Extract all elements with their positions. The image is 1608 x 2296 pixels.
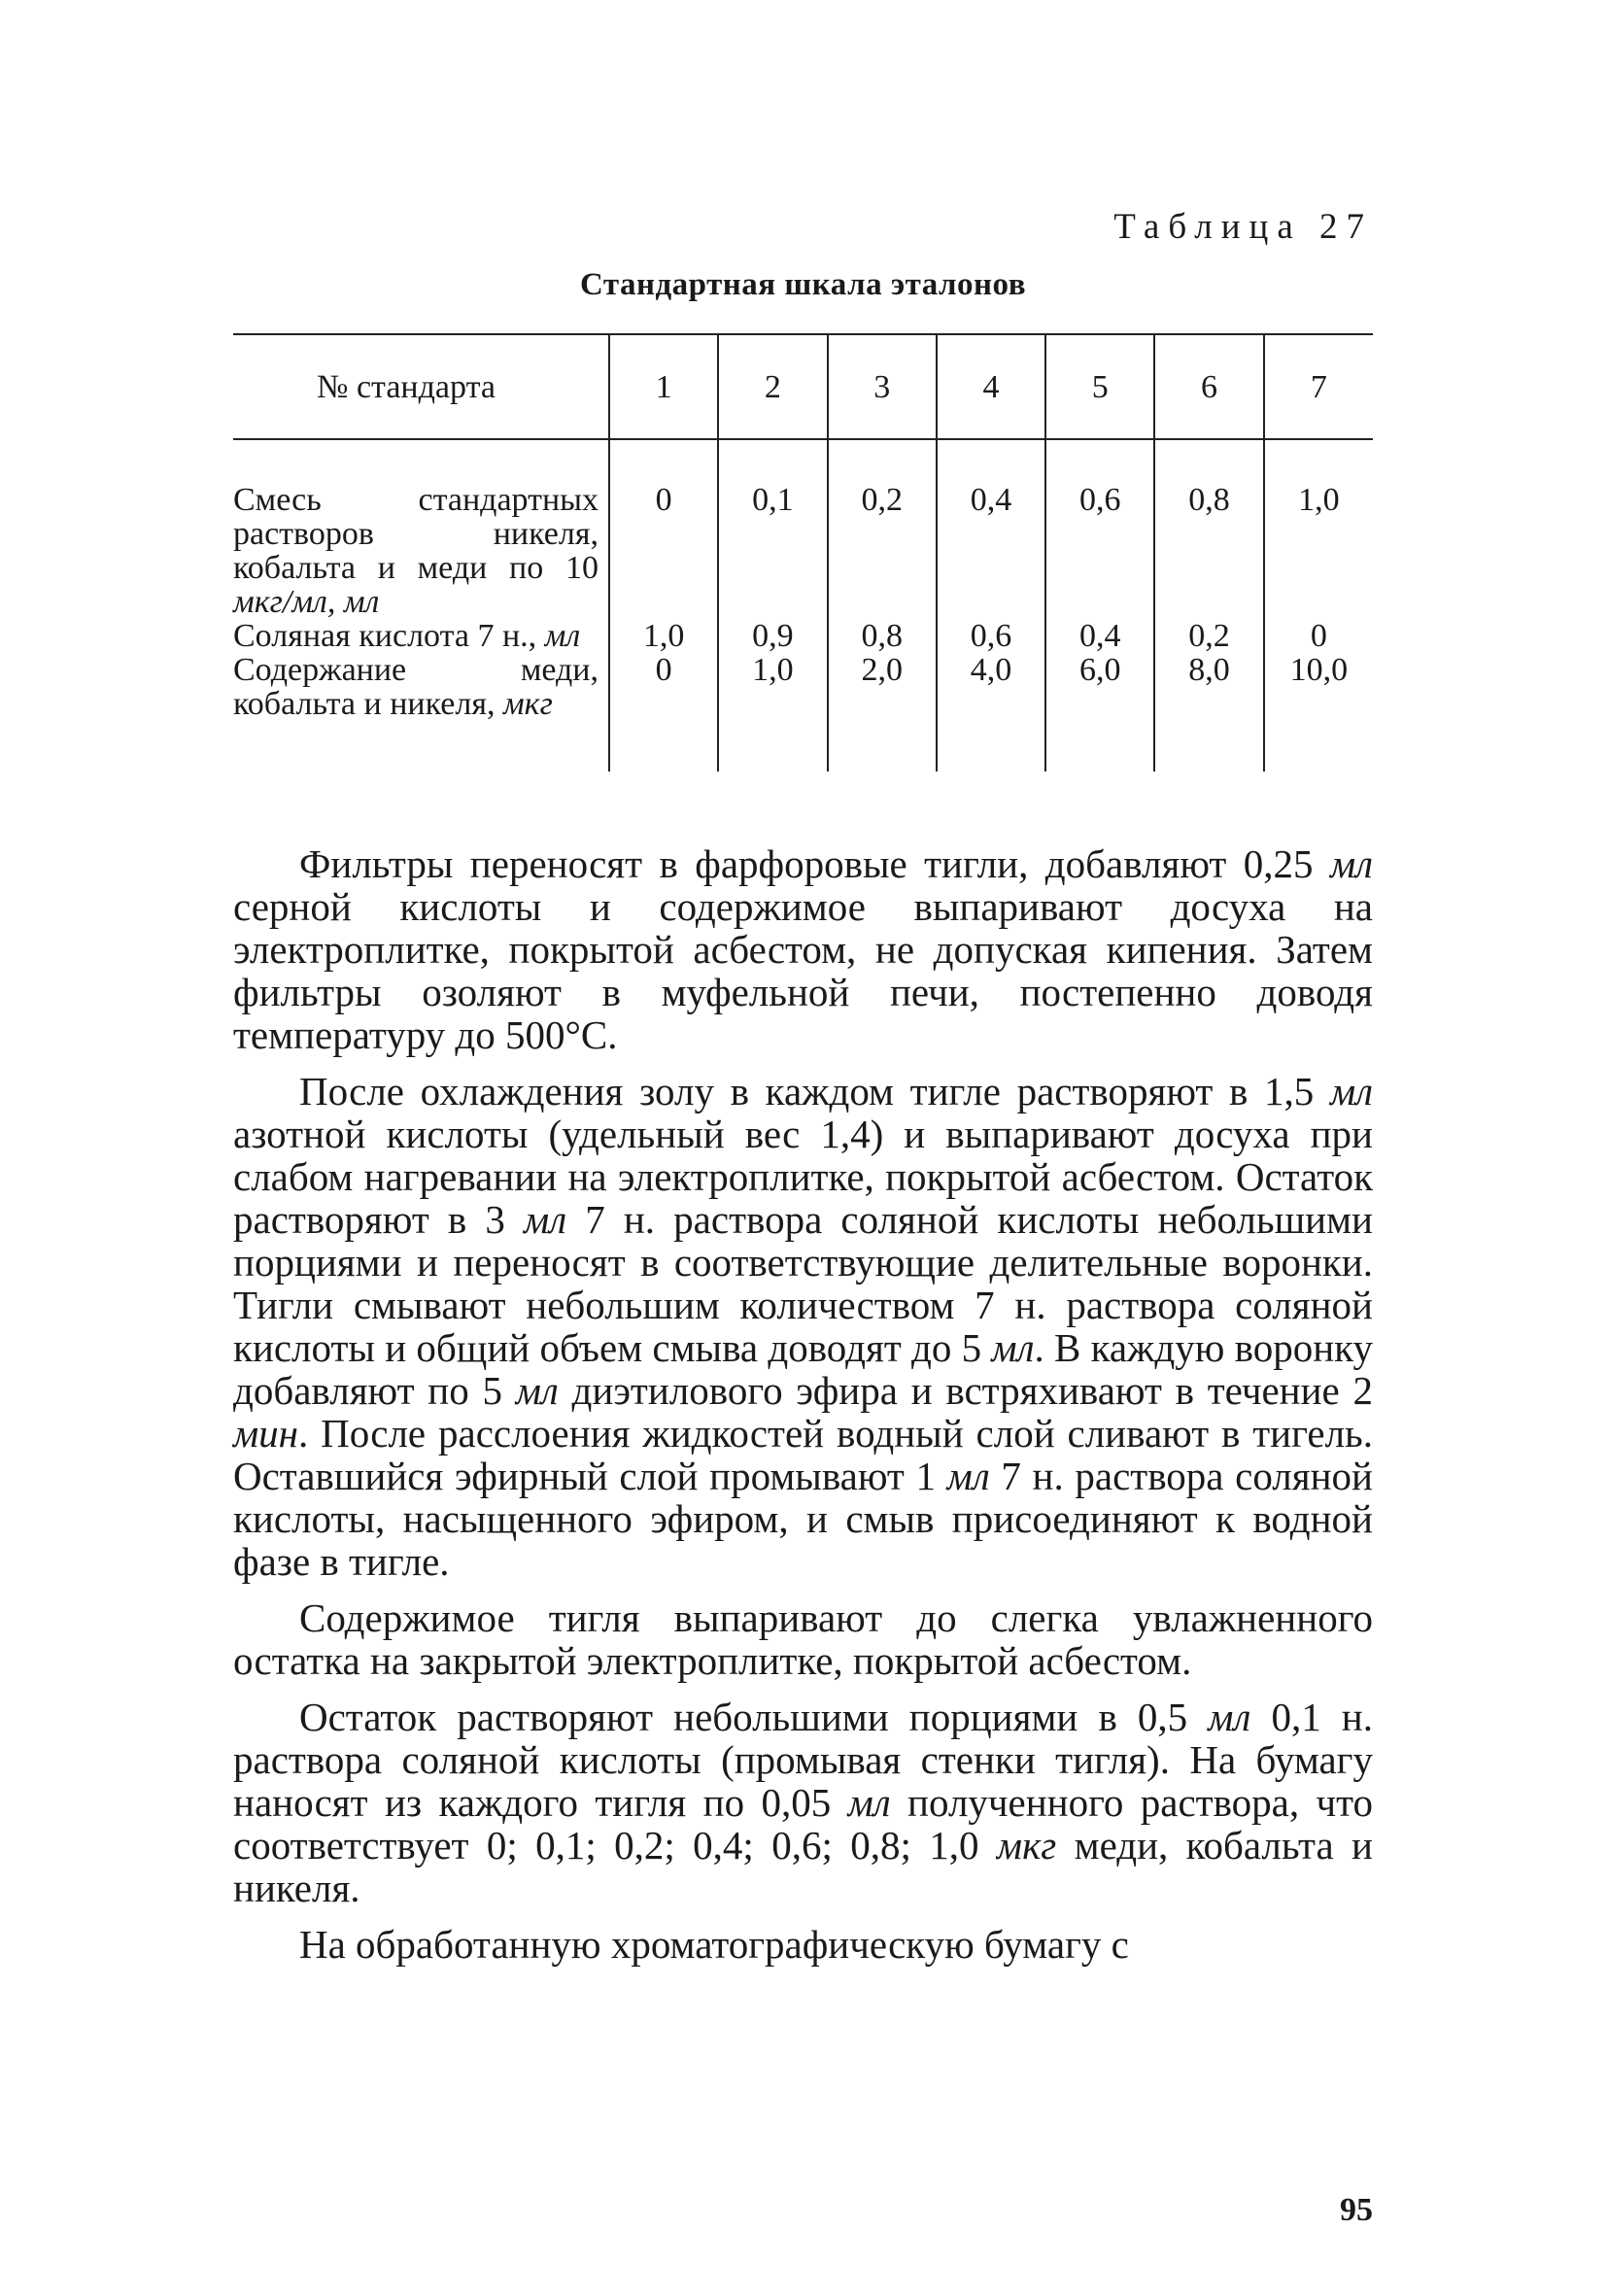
body-text <box>233 842 1373 1979</box>
table-cell: 8,0 <box>1154 653 1263 771</box>
table-cell: 0,4 <box>1045 619 1154 653</box>
text-run: 7 н. раствора соляной кислоты, насыщенного эфиром, и смыв присоединяют к водной фазе в тигле. <box>233 1454 1373 1584</box>
text-run: Фильтры переносят в фарфоровые тигли, добавляют 0,25 <box>299 841 1330 886</box>
text-run: Содержимое тигля выпаривают до слегка увлажненного остатка на закрытой электроплитке, покрытой асбестом. <box>233 1595 1373 1683</box>
paragraph-4 <box>233 1696 1373 1909</box>
unit-run: мин <box>233 1411 299 1456</box>
unit-run: мл <box>524 1197 567 1242</box>
text-run: . После расслоения жидкостей водный слой сливают в тигель. Оставшийся эфирный слой промывают 1 <box>233 1411 1373 1498</box>
header-col-2: 2 <box>718 334 827 439</box>
unit-run: мл <box>1329 1069 1373 1114</box>
unit-run: мл <box>847 1780 891 1825</box>
standards-table <box>233 333 1373 771</box>
table-cell: 0,6 <box>937 619 1045 653</box>
header-col-4: 4 <box>937 334 1045 439</box>
table-cell: 0 <box>609 653 718 771</box>
row-label-unit: мкг/мл, мл <box>233 584 380 620</box>
text-run: полученного раствора, что соответствует 0; 0,1; 0,2; 0,4; 0,6; 0,8; 1,0 <box>233 1780 1374 1868</box>
table-cell: 0,6 <box>1045 439 1154 619</box>
table-cell: 0,1 <box>718 439 827 619</box>
row-label <box>233 653 609 771</box>
table-row <box>233 653 1373 771</box>
table-cell: 1,0 <box>1264 439 1373 619</box>
text-run: серной кислоты и содержимое выпаривают досуха на электроплитке, покрытой асбестом, не допуская кипения. Затем фильтры озоляют в муфельной печи, постепенно доводя температуру до 500°С. <box>233 884 1373 1057</box>
page-number: 95 <box>1340 2192 1373 2228</box>
header-col-6: 6 <box>1154 334 1263 439</box>
table-cell: 0,2 <box>828 439 937 619</box>
table-cell: 1,0 <box>609 619 718 653</box>
table-cell: 0,4 <box>937 439 1045 619</box>
text-run: . В каждую воронку добавляют по 5 <box>233 1325 1373 1413</box>
row-label-text: Содержание меди, кобальта и никеля, <box>233 652 599 722</box>
text-run: Остаток растворяют небольшими порциями в 0,5 <box>299 1695 1209 1739</box>
table-cell: 0 <box>1264 619 1373 653</box>
paragraph-2 <box>233 1070 1373 1583</box>
table-number-label: Таблица 27 <box>1113 207 1373 247</box>
unit-run: мл <box>1329 841 1373 886</box>
row-label <box>233 619 609 653</box>
table-cell: 0,2 <box>1154 619 1263 653</box>
header-col-1: 1 <box>609 334 718 439</box>
row-label-text: Смесь стандартных растворов никеля, кобальта и меди по 10 <box>233 482 599 586</box>
row-label-unit: мкг <box>502 686 553 722</box>
table-header-row <box>233 334 1373 439</box>
table-cell: 0,9 <box>718 619 827 653</box>
unit-run: мкг <box>996 1823 1057 1868</box>
text-run: 7 н. раствора соляной кислоты небольшими порциями и переносят в соответствующие делительные воронки. Тигли смывают небольшим количеством 7 н. раствора соляной кислоты и общий объем смыва доводят до 5 <box>233 1197 1373 1370</box>
text-run: После охлаждения золу в каждом тигле растворяют в 1,5 <box>299 1069 1330 1114</box>
unit-run: мл <box>991 1325 1035 1370</box>
unit-run: мл <box>1208 1695 1251 1739</box>
text-run: меди, кобальта и никеля. <box>233 1823 1373 1910</box>
text-run: На обработанную хроматографическую бумагу с <box>299 1922 1129 1967</box>
table-cell: 0 <box>609 439 718 619</box>
table-cell: 4,0 <box>937 653 1045 771</box>
text-run: диэтилового эфира и встряхивают в течение 2 <box>558 1368 1373 1413</box>
paragraph-1 <box>233 842 1373 1056</box>
row-label-unit: мл <box>544 618 581 654</box>
table-cell: 10,0 <box>1264 653 1373 771</box>
header-col-3: 3 <box>828 334 937 439</box>
row-label <box>233 439 609 619</box>
paragraph-5 <box>233 1923 1373 1966</box>
table-cell: 0,8 <box>828 619 937 653</box>
unit-run: мл <box>515 1368 559 1413</box>
table-cell: 0,8 <box>1154 439 1263 619</box>
table-caption: Стандартная шкала эталонов <box>579 267 1027 302</box>
header-col-5: 5 <box>1045 334 1154 439</box>
header-standard-number: № стандарта <box>317 368 496 405</box>
text-run: 0,1 н. раствора соляной кислоты (промывая стенки тигля). На бумагу наносят из каждого тигля по 0,05 <box>233 1695 1373 1825</box>
table-cell: 2,0 <box>828 653 937 771</box>
unit-run: мл <box>946 1454 990 1498</box>
row-label-text: Соляная кислота 7 н., <box>233 618 537 654</box>
table-row <box>233 439 1373 619</box>
paragraph-3 <box>233 1596 1373 1682</box>
header-col-7: 7 <box>1264 334 1373 439</box>
text-run: азотной кислоты (удельный вес 1,4) и выпаривают досуха при слабом нагревании на электроплитке, покрытой асбестом. Остаток растворяют в 3 <box>233 1112 1373 1242</box>
table-cell: 6,0 <box>1045 653 1154 771</box>
table-row <box>233 619 1373 653</box>
table-cell: 1,0 <box>718 653 827 771</box>
